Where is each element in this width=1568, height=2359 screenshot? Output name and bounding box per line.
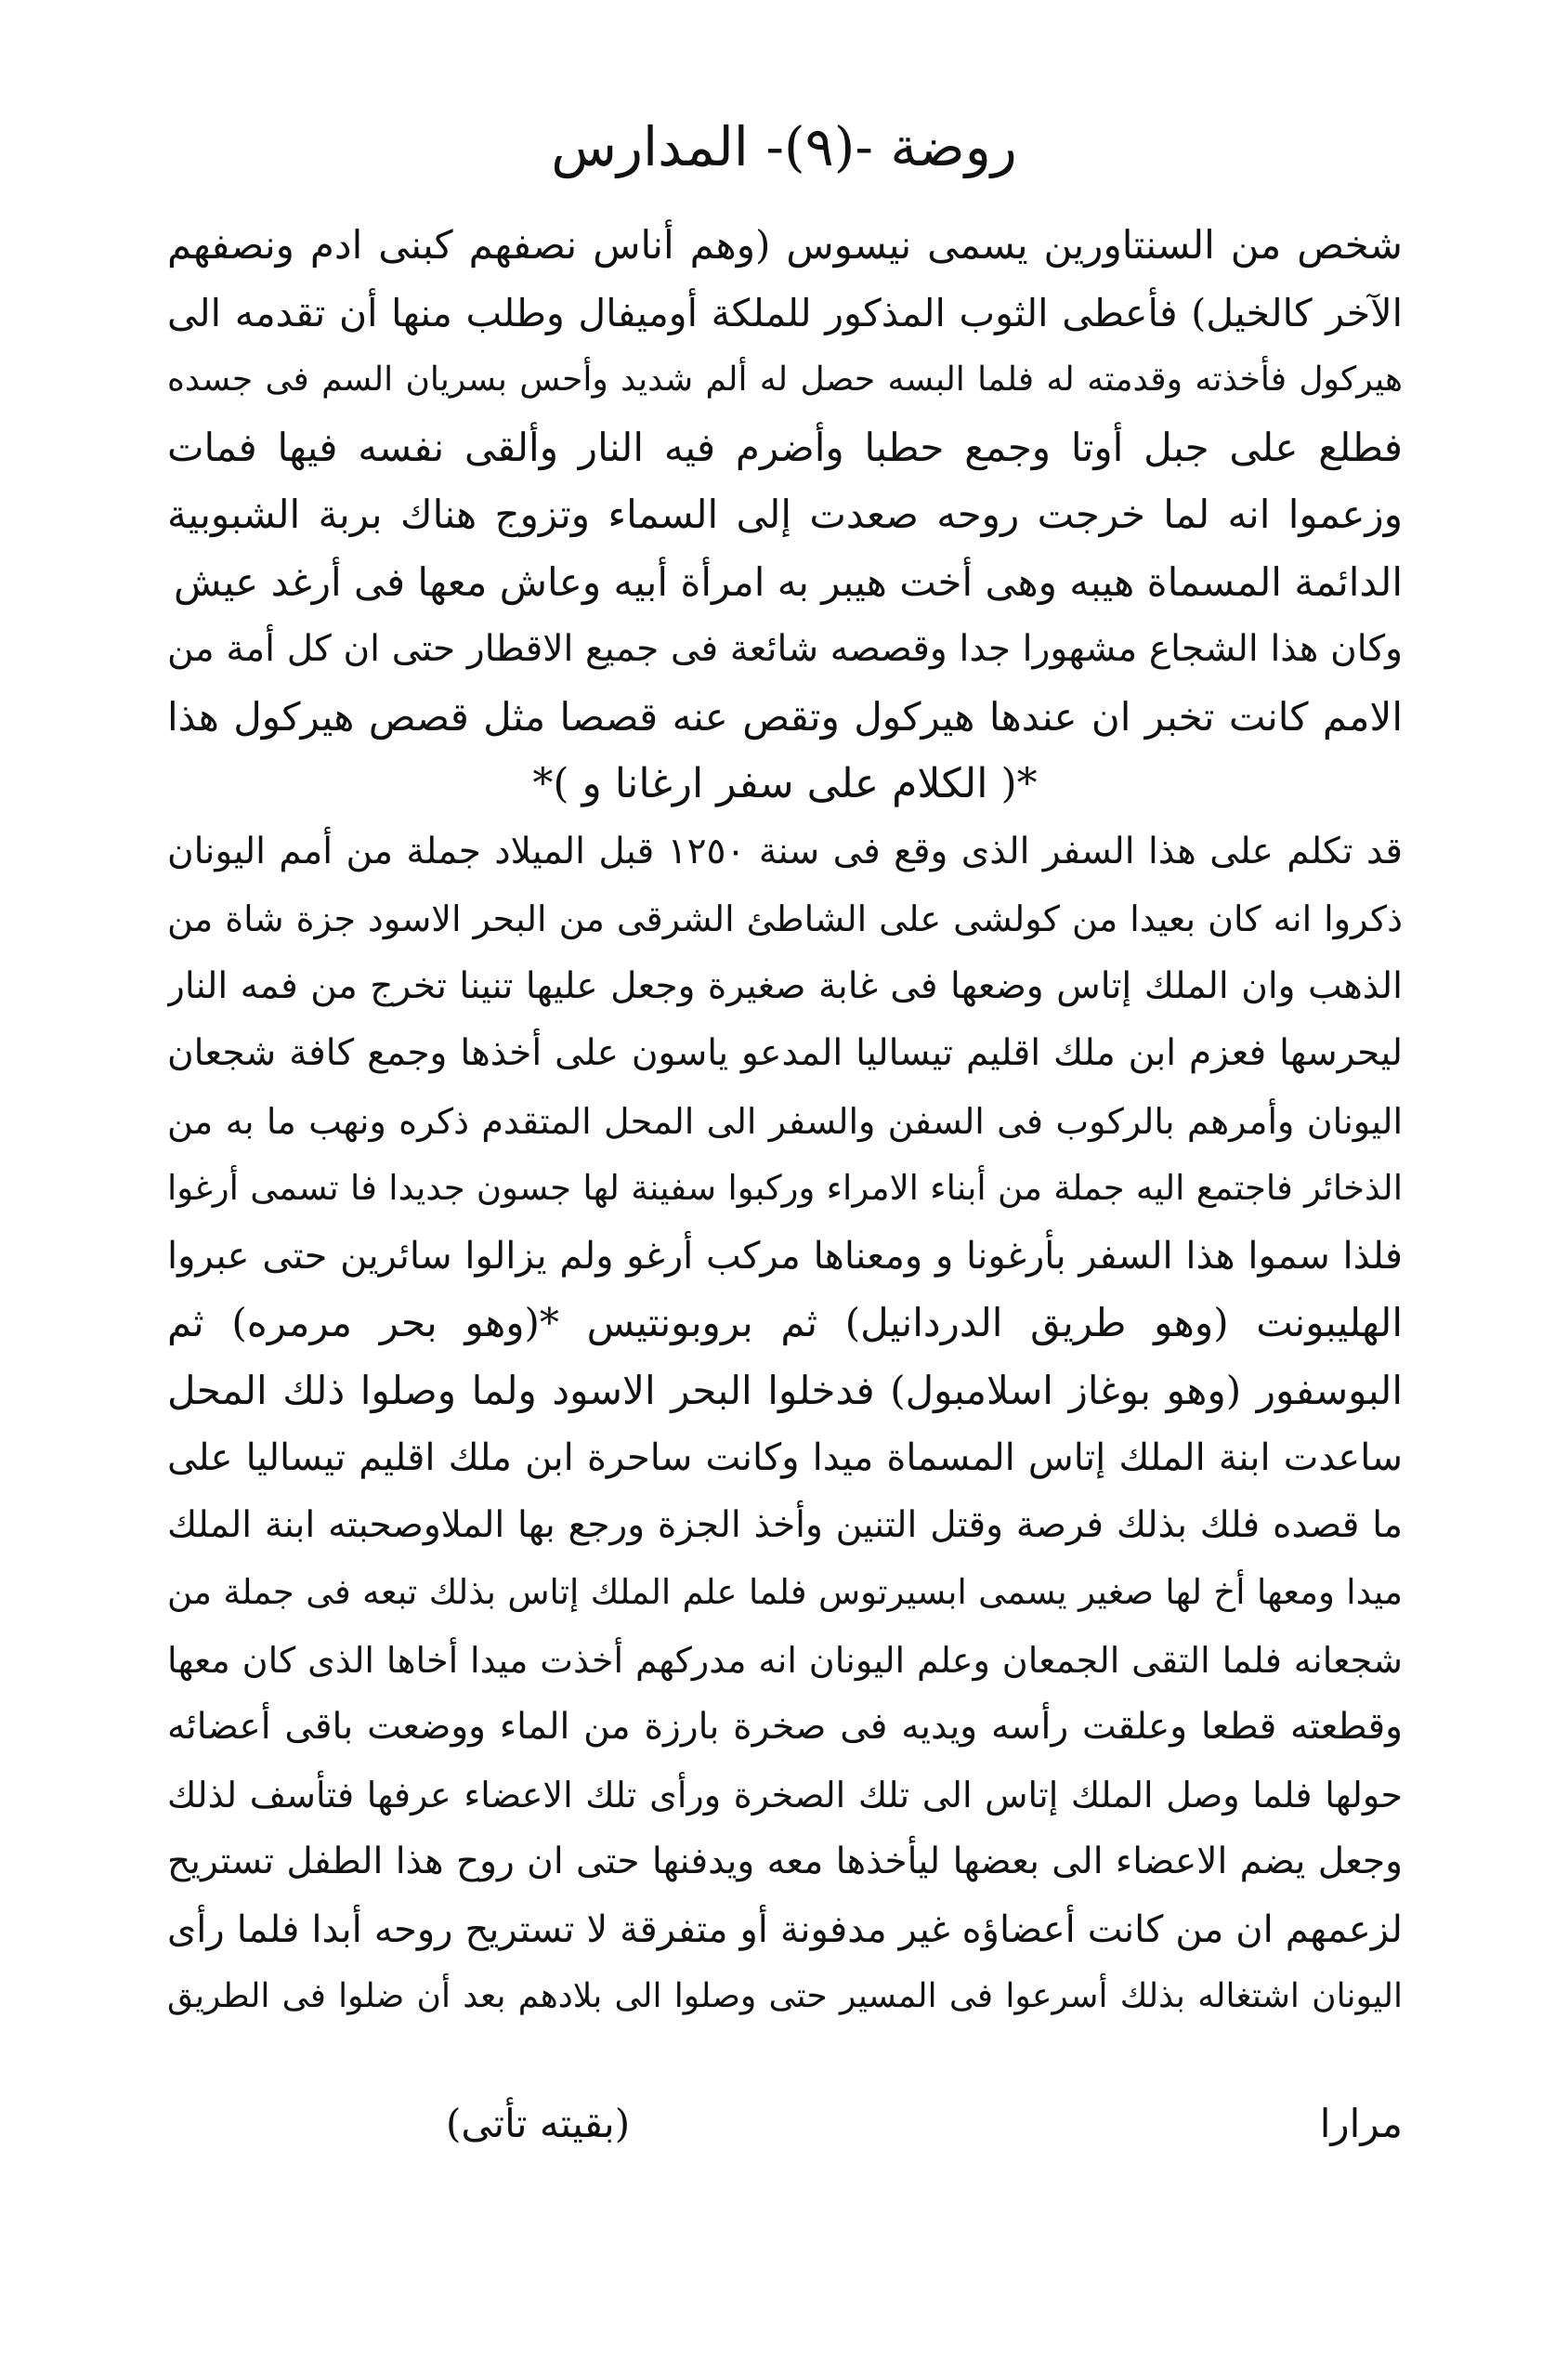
text-line: الامم كانت تخبر ان عندها هيركول وتقص عنه قصصا مثل قصص هيركول هذا — [167, 693, 1403, 740]
text-line: وجعل يضم الاعضاء الى بعضها ليأخذها معه ويدفنها حتى ان روح هذا الطفل تستريح — [167, 1841, 1403, 1882]
text-line: ميدا ومعها أخ لها صغير يسمى ابسيرتوس فلما علم الملك إتاس بذلك تبعه فى جملة من — [167, 1572, 1403, 1612]
page-body — [167, 212, 1403, 2031]
text-line: شخص من السنتاورين يسمى نيسوس (وهم أناس نصفهم كبنى ادم ونصفهم — [167, 222, 1403, 268]
text-line: الآخر كالخيل) فأعطى الثوب المذكور للملكة أوميفال وطلب منها أن تقدمه الى — [167, 290, 1403, 335]
text-line: ذكروا انه كان بعيدا من كولشى على الشاطئ الشرقى من البحر الاسود جزة شاة من — [167, 898, 1403, 939]
text-line: ساعدت ابنة الملك إتاس المسماة ميدا وكانت ساحرة ابن ملك اقليم تيساليا على — [167, 1436, 1403, 1479]
text-line: قد تكلم على هذا السفر الذى وقع فى سنة ١٢٥٠ قبل الميلاد جملة من أمم اليونان — [167, 830, 1403, 872]
text-line: الهليبونت (وهو طريق الدردانيل) ثم بروبونتيس *(وهو بحر مرمره) ثم — [167, 1300, 1403, 1345]
text-line: فطلع على جبل أوتا وجمع حطبا وأضرم فيه النار وألقى نفسه فيها فمات — [167, 424, 1403, 470]
page-footer — [167, 2090, 1403, 2158]
text-line: ما قصده فلك بذلك فرصة وقتل التنين وأخذ الجزة ورجع بها الملاوصحبته ابنة الملك — [167, 1503, 1403, 1546]
text-line: ليحرسها فعزم ابن ملك اقليم تيساليا المدعو ياسون على أخذها وجمع كافة شجعان — [167, 1032, 1403, 1074]
section-heading: *( الكلام على سفر ارغانا و )* — [532, 760, 1038, 807]
text-line: هيركول فأخذته وقدمته له فلما البسه حصل له ألم شديد وأحس بسريان السم فى جسده — [167, 360, 1403, 399]
text-line: اليونان اشتغاله بذلك أسرعوا فى المسير حتى وصلوا الى بلادهم بعد أن ضلوا فى الطريق — [167, 1977, 1403, 2015]
text-line: حولها فلما وصل الملك إتاس الى تلك الصخرة ورأى تلك الاعضاء عرفها فتأسف لذلك — [167, 1774, 1403, 1815]
text-line: وزعموا انه لما خرجت روحه صعدت إلى السماء وتزوج هناك بربة الشبوبية — [167, 491, 1403, 537]
final-word: مرارا — [1319, 2101, 1403, 2146]
text-line: شجعانه فلما التقى الجمعان وعلم اليونان انه مدركهم أخذت ميدا أخاها الذى كان معها — [167, 1639, 1403, 1681]
continued-note: (بقيته تأتى) — [446, 2101, 631, 2146]
text-line: لزعمهم ان من كانت أعضاؤه غير مدفونة أو متفرقة لا تستريح روحه أبدا فلما رأى — [167, 1907, 1403, 1951]
text-line: فلذا سموا هذا السفر بأرغونا و ومعناها مركب أرغو ولم يزالوا سائرين حتى عبروا — [167, 1234, 1403, 1278]
text-line: وكان هذا الشجاع مشهورا جدا وقصصه شائعة فى جميع الاقطار حتى ان كل أمة من — [167, 628, 1403, 670]
text-line: وقطعته قطعا وعلقت رأسه ويديه فى صخرة بارزة من الماء ووضعت باقى أعضائه — [167, 1706, 1403, 1748]
text-line: اليونان وأمرهم بالركوب فى السفن والسفر الى المحل المتقدم ذكره ونهب ما به من — [167, 1100, 1403, 1142]
text-line: البوسفور (وهو بوغاز اسلامبول) فدخلوا البحر الاسود ولما وصلوا ذلك المحل — [167, 1367, 1403, 1413]
page-header: روضة -(٩)- المدارس — [551, 115, 1017, 178]
text-line: الذخائر فاجتمع اليه جملة من أبناء الامراء وركبوا سفينة لها جسون جديدا فا تسمى أرغوا — [167, 1168, 1403, 1208]
text-line: الذهب وان الملك إتاس وضعها فى غابة صغيرة وجعل عليها تنينا تخرج من فمه النار — [167, 964, 1403, 1007]
text-line: الدائمة المسماة هيبه وهى أخت هيبر به امرأة أبيه وعاش معها فى أرغد عيش — [174, 558, 1403, 605]
